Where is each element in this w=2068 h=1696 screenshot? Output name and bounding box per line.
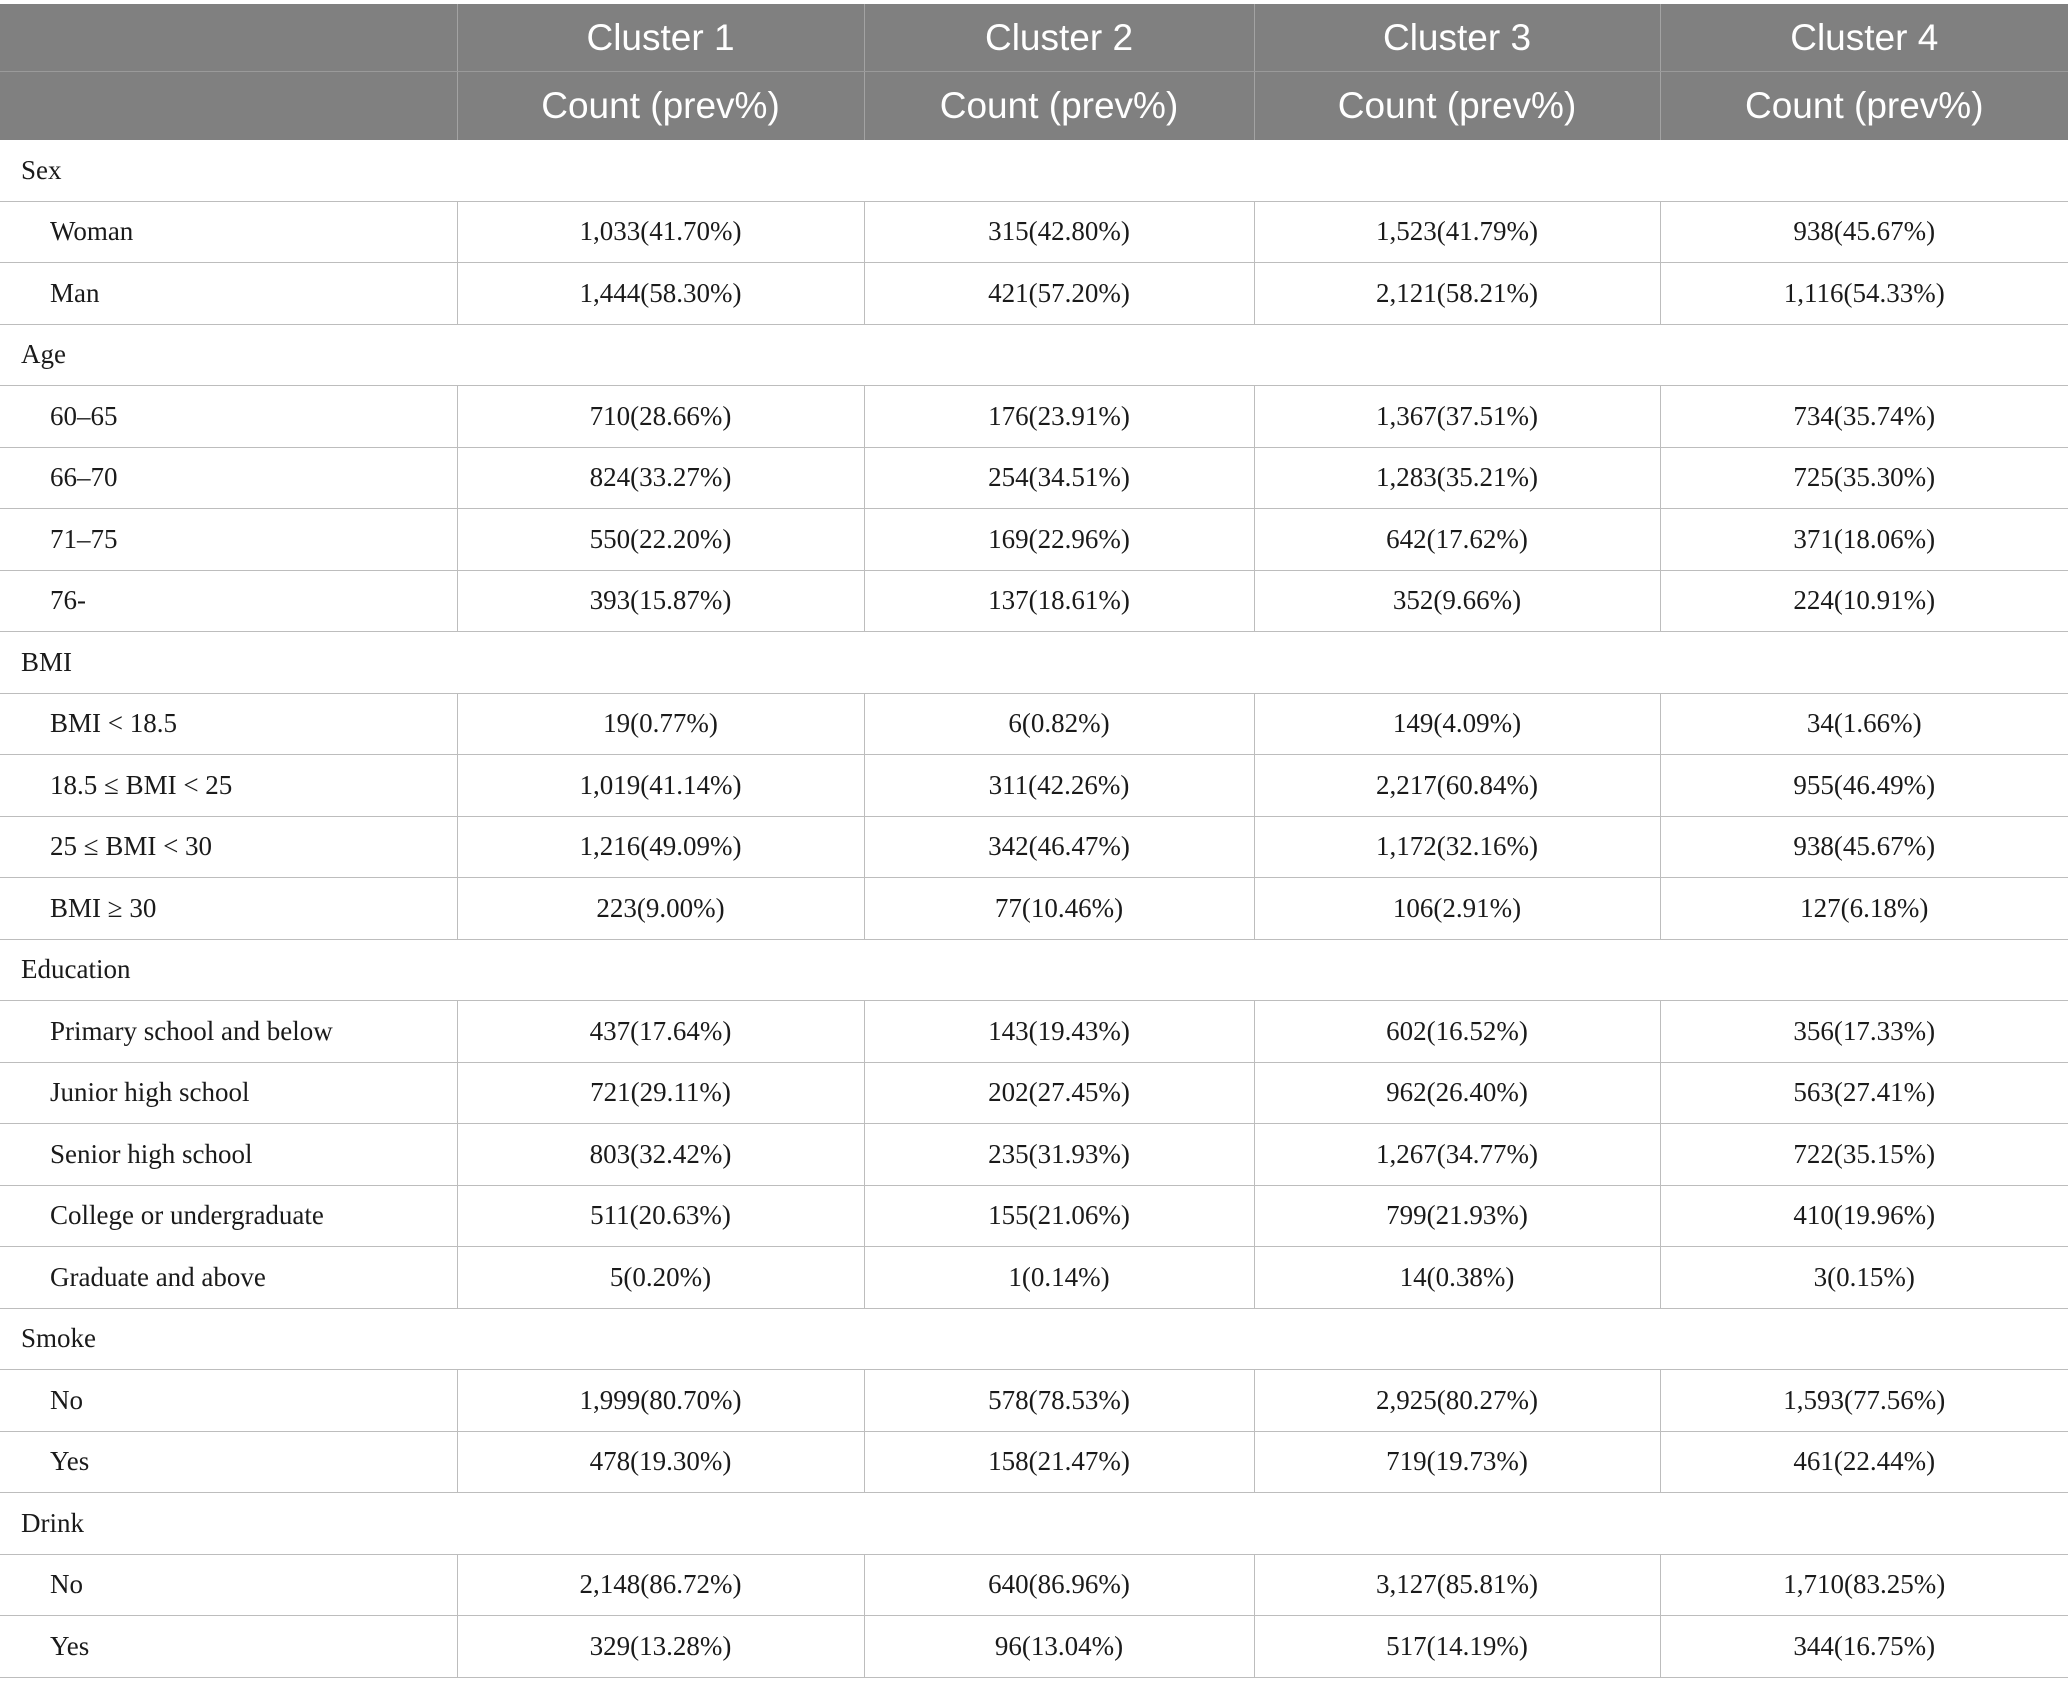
cell-cluster-1: 478(19.30%) bbox=[457, 1431, 864, 1493]
header-cluster-3: Cluster 3 bbox=[1254, 4, 1660, 72]
cell-cluster-4: 356(17.33%) bbox=[1660, 1001, 2068, 1063]
section-title: Education bbox=[0, 939, 2068, 1001]
cell-cluster-4: 725(35.30%) bbox=[1660, 447, 2068, 509]
table-row bbox=[0, 693, 2068, 755]
cell-cluster-4: 1,593(77.56%) bbox=[1660, 1370, 2068, 1432]
table-row bbox=[0, 570, 2068, 632]
table-row bbox=[0, 509, 2068, 571]
row-label: Senior high school bbox=[0, 1124, 457, 1186]
row-label: 18.5 ≤ BMI < 25 bbox=[0, 755, 457, 817]
cell-cluster-1: 1,019(41.14%) bbox=[457, 755, 864, 817]
cell-cluster-1: 511(20.63%) bbox=[457, 1185, 864, 1247]
row-label: 76- bbox=[0, 570, 457, 632]
cell-cluster-3: 642(17.62%) bbox=[1254, 509, 1660, 571]
row-label: Yes bbox=[0, 1616, 457, 1678]
cell-cluster-3: 1,267(34.77%) bbox=[1254, 1124, 1660, 1186]
cell-cluster-1: 803(32.42%) bbox=[457, 1124, 864, 1186]
row-label: BMI ≥ 30 bbox=[0, 878, 457, 940]
cell-cluster-4: 34(1.66%) bbox=[1660, 693, 2068, 755]
cell-cluster-2: 640(86.96%) bbox=[864, 1554, 1254, 1616]
row-label: Woman bbox=[0, 201, 457, 263]
cell-cluster-1: 2,148(86.72%) bbox=[457, 1554, 864, 1616]
header-subheader: Count (prev%) bbox=[1254, 72, 1660, 141]
cell-cluster-1: 5(0.20%) bbox=[457, 1247, 864, 1309]
cell-cluster-2: 77(10.46%) bbox=[864, 878, 1254, 940]
cell-cluster-3: 1,172(32.16%) bbox=[1254, 816, 1660, 878]
header-cluster-2: Cluster 2 bbox=[864, 4, 1254, 72]
cluster-characteristics-table bbox=[0, 4, 2068, 1678]
cell-cluster-4: 127(6.18%) bbox=[1660, 878, 2068, 940]
cell-cluster-2: 158(21.47%) bbox=[864, 1431, 1254, 1493]
row-label: Primary school and below bbox=[0, 1001, 457, 1063]
cell-cluster-3: 14(0.38%) bbox=[1254, 1247, 1660, 1309]
cell-cluster-2: 202(27.45%) bbox=[864, 1062, 1254, 1124]
cell-cluster-3: 719(19.73%) bbox=[1254, 1431, 1660, 1493]
cell-cluster-2: 311(42.26%) bbox=[864, 755, 1254, 817]
table-row bbox=[0, 1062, 2068, 1124]
table-row bbox=[0, 816, 2068, 878]
section-title: Sex bbox=[0, 140, 2068, 201]
table-row bbox=[0, 1124, 2068, 1186]
cell-cluster-1: 437(17.64%) bbox=[457, 1001, 864, 1063]
cell-cluster-3: 799(21.93%) bbox=[1254, 1185, 1660, 1247]
header-cluster-4: Cluster 4 bbox=[1660, 4, 2068, 72]
cell-cluster-4: 410(19.96%) bbox=[1660, 1185, 2068, 1247]
cell-cluster-3: 1,283(35.21%) bbox=[1254, 447, 1660, 509]
cell-cluster-3: 2,925(80.27%) bbox=[1254, 1370, 1660, 1432]
table-row bbox=[0, 1001, 2068, 1063]
row-label: 71–75 bbox=[0, 509, 457, 571]
row-label: BMI < 18.5 bbox=[0, 693, 457, 755]
row-label: 60–65 bbox=[0, 386, 457, 448]
section-row bbox=[0, 140, 2068, 201]
cell-cluster-1: 1,216(49.09%) bbox=[457, 816, 864, 878]
cell-cluster-1: 329(13.28%) bbox=[457, 1616, 864, 1678]
cell-cluster-4: 3(0.15%) bbox=[1660, 1247, 2068, 1309]
row-label: 66–70 bbox=[0, 447, 457, 509]
cell-cluster-1: 824(33.27%) bbox=[457, 447, 864, 509]
table-row bbox=[0, 201, 2068, 263]
cell-cluster-1: 550(22.20%) bbox=[457, 509, 864, 571]
cell-cluster-2: 578(78.53%) bbox=[864, 1370, 1254, 1432]
cell-cluster-4: 224(10.91%) bbox=[1660, 570, 2068, 632]
cell-cluster-1: 1,444(58.30%) bbox=[457, 263, 864, 325]
cell-cluster-2: 1(0.14%) bbox=[864, 1247, 1254, 1309]
header-cluster-1: Cluster 1 bbox=[457, 4, 864, 72]
cell-cluster-3: 517(14.19%) bbox=[1254, 1616, 1660, 1678]
table-row bbox=[0, 263, 2068, 325]
row-label: 25 ≤ BMI < 30 bbox=[0, 816, 457, 878]
cell-cluster-2: 169(22.96%) bbox=[864, 509, 1254, 571]
table-row bbox=[0, 447, 2068, 509]
cell-cluster-4: 938(45.67%) bbox=[1660, 201, 2068, 263]
row-label: College or undergraduate bbox=[0, 1185, 457, 1247]
row-label: No bbox=[0, 1370, 457, 1432]
section-title: Drink bbox=[0, 1493, 2068, 1555]
cell-cluster-1: 710(28.66%) bbox=[457, 386, 864, 448]
cell-cluster-4: 344(16.75%) bbox=[1660, 1616, 2068, 1678]
table-row bbox=[0, 1554, 2068, 1616]
cell-cluster-2: 176(23.91%) bbox=[864, 386, 1254, 448]
row-label: Yes bbox=[0, 1431, 457, 1493]
table-row bbox=[0, 1370, 2068, 1432]
cell-cluster-4: 734(35.74%) bbox=[1660, 386, 2068, 448]
cell-cluster-4: 938(45.67%) bbox=[1660, 816, 2068, 878]
cell-cluster-4: 371(18.06%) bbox=[1660, 509, 2068, 571]
table-row bbox=[0, 1185, 2068, 1247]
cell-cluster-4: 563(27.41%) bbox=[1660, 1062, 2068, 1124]
row-label: No bbox=[0, 1554, 457, 1616]
header-corner-sub bbox=[0, 72, 457, 141]
cell-cluster-1: 393(15.87%) bbox=[457, 570, 864, 632]
header-row-clusters bbox=[0, 4, 2068, 72]
cell-cluster-1: 19(0.77%) bbox=[457, 693, 864, 755]
cell-cluster-2: 342(46.47%) bbox=[864, 816, 1254, 878]
section-title: Age bbox=[0, 324, 2068, 386]
table-header bbox=[0, 4, 2068, 140]
table-body bbox=[0, 140, 2068, 1677]
row-label: Graduate and above bbox=[0, 1247, 457, 1309]
section-row bbox=[0, 1493, 2068, 1555]
cell-cluster-2: 254(34.51%) bbox=[864, 447, 1254, 509]
cell-cluster-3: 1,367(37.51%) bbox=[1254, 386, 1660, 448]
header-subheader: Count (prev%) bbox=[1660, 72, 2068, 141]
cell-cluster-4: 955(46.49%) bbox=[1660, 755, 2068, 817]
cell-cluster-3: 149(4.09%) bbox=[1254, 693, 1660, 755]
cell-cluster-3: 352(9.66%) bbox=[1254, 570, 1660, 632]
row-label: Man bbox=[0, 263, 457, 325]
cell-cluster-2: 421(57.20%) bbox=[864, 263, 1254, 325]
cell-cluster-3: 962(26.40%) bbox=[1254, 1062, 1660, 1124]
cell-cluster-4: 722(35.15%) bbox=[1660, 1124, 2068, 1186]
cell-cluster-1: 721(29.11%) bbox=[457, 1062, 864, 1124]
cell-cluster-2: 315(42.80%) bbox=[864, 201, 1254, 263]
table-row bbox=[0, 386, 2068, 448]
cell-cluster-3: 2,217(60.84%) bbox=[1254, 755, 1660, 817]
table-row bbox=[0, 1616, 2068, 1678]
cell-cluster-2: 6(0.82%) bbox=[864, 693, 1254, 755]
header-subheader: Count (prev%) bbox=[457, 72, 864, 141]
cell-cluster-1: 1,999(80.70%) bbox=[457, 1370, 864, 1432]
cell-cluster-3: 3,127(85.81%) bbox=[1254, 1554, 1660, 1616]
table-row bbox=[0, 1431, 2068, 1493]
header-subheader: Count (prev%) bbox=[864, 72, 1254, 141]
table-row bbox=[0, 1247, 2068, 1309]
section-row bbox=[0, 632, 2068, 694]
table-row bbox=[0, 755, 2068, 817]
table-row bbox=[0, 878, 2068, 940]
row-label: Junior high school bbox=[0, 1062, 457, 1124]
cell-cluster-3: 106(2.91%) bbox=[1254, 878, 1660, 940]
cell-cluster-4: 1,710(83.25%) bbox=[1660, 1554, 2068, 1616]
cell-cluster-4: 461(22.44%) bbox=[1660, 1431, 2068, 1493]
section-title: Smoke bbox=[0, 1308, 2068, 1370]
header-row-subheader bbox=[0, 72, 2068, 141]
cell-cluster-2: 235(31.93%) bbox=[864, 1124, 1254, 1186]
cell-cluster-3: 1,523(41.79%) bbox=[1254, 201, 1660, 263]
section-title: BMI bbox=[0, 632, 2068, 694]
cell-cluster-1: 223(9.00%) bbox=[457, 878, 864, 940]
section-row bbox=[0, 939, 2068, 1001]
header-corner bbox=[0, 4, 457, 72]
section-row bbox=[0, 324, 2068, 386]
cell-cluster-3: 2,121(58.21%) bbox=[1254, 263, 1660, 325]
cell-cluster-1: 1,033(41.70%) bbox=[457, 201, 864, 263]
cell-cluster-2: 96(13.04%) bbox=[864, 1616, 1254, 1678]
cell-cluster-4: 1,116(54.33%) bbox=[1660, 263, 2068, 325]
cell-cluster-3: 602(16.52%) bbox=[1254, 1001, 1660, 1063]
cell-cluster-2: 143(19.43%) bbox=[864, 1001, 1254, 1063]
cell-cluster-2: 155(21.06%) bbox=[864, 1185, 1254, 1247]
cell-cluster-2: 137(18.61%) bbox=[864, 570, 1254, 632]
section-row bbox=[0, 1308, 2068, 1370]
